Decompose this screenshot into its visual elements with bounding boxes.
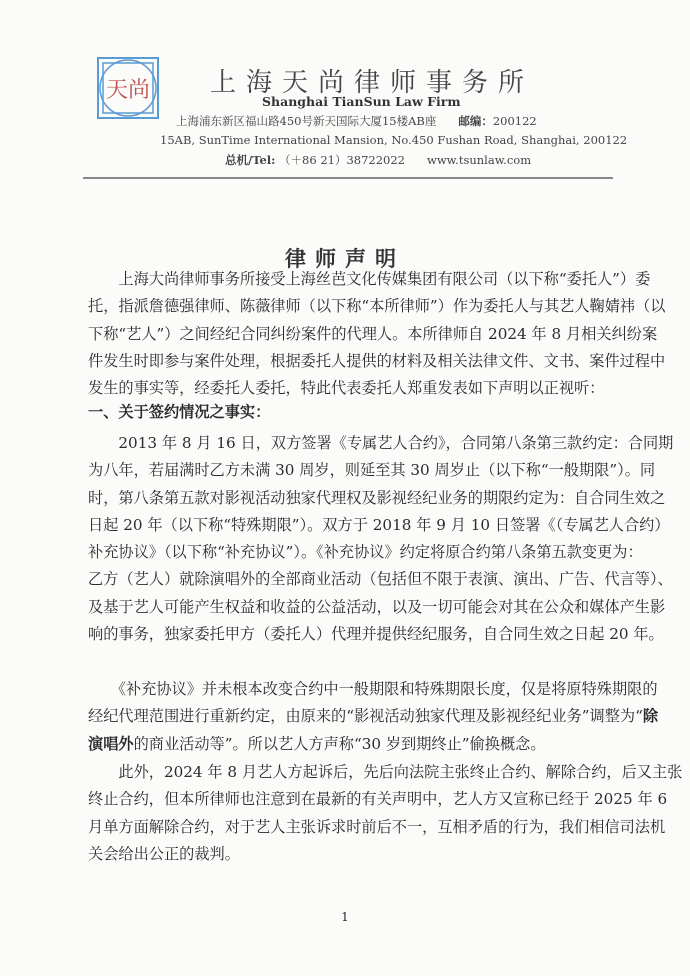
text-segment: 乙方（艺人）就除演唱外的全部商业活动（包括但不限于表演、演出、广告、代言等）、 — [88, 570, 673, 589]
bold-text: 演唱外 — [88, 734, 134, 753]
text-segment: 月单方面解除合约，对于艺人主张诉求时前后不一，互相矛盾的行为，我们相信司法机 — [88, 817, 666, 836]
postcode: 200122 — [492, 114, 537, 128]
text-line — [88, 594, 666, 621]
text-segment: 经纪代理范围进行重新约定，由原来的“影视活动独家代理及影视经纪业务”调整为“ — [88, 707, 643, 726]
text-line — [88, 539, 643, 566]
text-segment: 下称“艺人”）之间经纪合同纠纷案件的代理人。本所律师自 2024 年 8 月相关纠纷案 — [88, 324, 658, 343]
page-number: 1 — [341, 910, 349, 924]
text-line — [88, 759, 683, 786]
text-segment: 响的事务，独家委托甲方（委托人）代理并提供经纪服务，自合同生效之日起 20 年。 — [88, 625, 664, 644]
text-line — [88, 841, 618, 868]
address-cn — [176, 113, 537, 129]
text-segment: 为八年，若届满时乙方未满 30 周岁，则延至其 30 周岁止（以下称“一般期限”）。同 — [88, 461, 656, 480]
text-line — [88, 786, 668, 813]
text-line — [88, 621, 664, 648]
text-segment: 终止合约，但本所律师也注意到在最新的有关声明中，艺人方又宣称已经于 2025 年 6 — [88, 790, 668, 809]
bold-text: 除 — [642, 707, 659, 726]
text-segment: 时，第八条第五款对影视活动独家代理权及影视经纪业务的期限约定为：自合同生效之 — [88, 488, 666, 507]
section-heading: 一、关于签约情况之事实： — [88, 403, 271, 421]
text-segment: 上海大尚律师事务所接受上海丝芭文化传媒集团有限公司（以下称“委托人”）委 — [88, 270, 651, 288]
tel-label: 总机/Tel: — [225, 153, 276, 167]
paragraph-intro — [88, 266, 666, 402]
contact-line — [225, 152, 531, 168]
text-segment: 件发生时即参与案件处理，根据委托人提供的材料及相关法律文件、文书、案件过程中 — [88, 351, 666, 370]
paragraph-additional — [88, 759, 683, 868]
tel-number: （＋86 21）38722022 — [279, 153, 405, 167]
text-line — [88, 266, 651, 293]
text-segment: 2013 年 8 月 16 日，双方签署《专属艺人合约》，合同第八条第三款约定：合同期 — [88, 434, 674, 452]
firm-name-en: Shanghai TianSun Law Firm — [262, 94, 461, 109]
document-title: 律师声明 — [285, 246, 405, 271]
text-segment: 此外，2024 年 8 月艺人方起诉后，先后向法院主张终止合约、解除合约，后又主张 — [88, 763, 683, 781]
text-segment: 发生的事实等，经委托人委托，特此代表委托人郑重发表如下声明以正视听： — [88, 379, 605, 398]
text-line — [88, 293, 666, 320]
svg-text:天尚: 天尚 — [105, 78, 151, 103]
paragraph-supplement — [88, 676, 659, 758]
text-line — [88, 676, 658, 703]
firm-name-cn: 上海天尚律师事务所 — [210, 68, 535, 98]
address-cn-text: 上海浦东新区福山路450号新天国际大厦15楼AB座 — [176, 114, 437, 128]
text-segment: 的商业活动等”。所以艺人方声称“30 岁到期终止”偷换概念。 — [133, 734, 546, 753]
address-en: 15AB, SunTime International Mansion, No.450 Fushan Road, Shanghai, 200122 — [160, 133, 628, 147]
text-line — [88, 430, 674, 457]
text-segment: 补充协议》（以下称“补充协议”）。《补充协议》约定将原合约第八条第五款变更为： — [88, 543, 643, 562]
text-line — [88, 485, 666, 512]
text-line — [88, 375, 618, 402]
text-segment: 日起 20 年（以下称“特殊期限”）。双方于 2018 年 9 月 10 日签署《（专属艺人合约） — [88, 515, 670, 534]
text-segment: 关会给出公正的裁判。 — [88, 844, 240, 863]
text-segment: 《补充协议》并未根本改变合约中一般期限和特殊期限长度，仅是将原特殊期限的 — [88, 680, 658, 698]
text-line — [88, 512, 670, 539]
text-segment: 及基于艺人可能产生权益和收益的公益活动，以及一切可能会对其在公众和媒体产生影 — [88, 597, 666, 616]
header-divider — [83, 177, 613, 179]
text-line — [88, 348, 666, 375]
text-segment: 托，指派詹德强律师、陈薇律师（以下称“本所律师”）作为委托人与其艺人鞠婧祎（以 — [88, 297, 666, 316]
text-line — [88, 321, 658, 348]
firm-logo — [97, 57, 159, 119]
paragraph-contract-facts — [88, 430, 674, 648]
text-line — [88, 566, 673, 593]
postcode-label: 邮编： — [458, 114, 493, 128]
text-line — [88, 703, 659, 730]
text-line — [88, 731, 618, 758]
text-line — [88, 814, 666, 841]
website: www.tsunlaw.com — [427, 153, 532, 167]
text-line — [88, 457, 656, 484]
